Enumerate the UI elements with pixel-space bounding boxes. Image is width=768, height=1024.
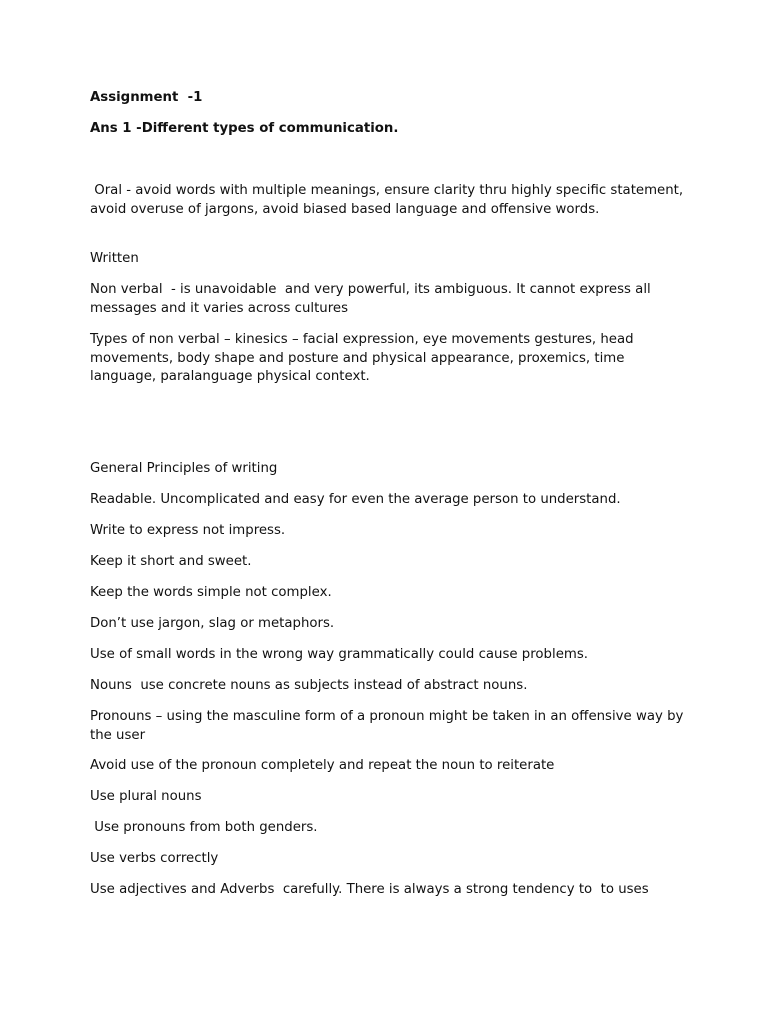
paragraph-pronouns: Pronouns – using the masculine form of a pronoun might be taken in an offensive way by the user <box>90 709 688 743</box>
paragraph-adjectives: Use adjectives and Adverbs carefully. There is always a strong tendency to to uses <box>90 882 649 897</box>
paragraph-written: Written <box>90 251 139 266</box>
paragraph-verbs: Use verbs correctly <box>90 851 219 866</box>
answer-heading: Ans 1 -Different types of communication. <box>90 121 399 136</box>
paragraph-small-words: Use of small words in the wrong way grammatically could cause problems. <box>90 647 588 662</box>
paragraph-readable: Readable. Uncomplicated and easy for even the average person to understand. <box>90 492 621 507</box>
paragraph-jargon: Don’t use jargon, slag or metaphors. <box>90 616 335 631</box>
paragraph-both-genders: Use pronouns from both genders. <box>90 820 318 835</box>
paragraph-short: Keep it short and sweet. <box>90 554 252 569</box>
paragraph-plural-nouns: Use plural nouns <box>90 789 202 804</box>
paragraph-express: Write to express not impress. <box>90 523 286 538</box>
paragraph-nouns: Nouns use concrete nouns as subjects instead of abstract nouns. <box>90 678 528 693</box>
paragraph-avoid-pronoun: Avoid use of the pronoun completely and repeat the noun to reiterate <box>90 758 555 773</box>
paragraph-simple-words: Keep the words simple not complex. <box>90 585 332 600</box>
paragraph-non-verbal-types: Types of non verbal – kinesics – facial expression, eye movements gestures, head movements, body shape and posture and physical appearance, proxemics, time language, paralanguage physical context. <box>90 332 638 384</box>
paragraph-non-verbal: Non verbal - is unavoidable and very powerful, its ambiguous. It cannot express all messages and it varies across cultures <box>90 282 655 316</box>
assignment-title: Assignment -1 <box>90 90 203 105</box>
paragraph-principles-heading: General Principles of writing <box>90 461 278 476</box>
paragraph-oral: Oral - avoid words with multiple meanings, ensure clarity thru highly specific statement, avoid overuse of jargons, avoid biased based language and offensive words. <box>90 183 688 217</box>
